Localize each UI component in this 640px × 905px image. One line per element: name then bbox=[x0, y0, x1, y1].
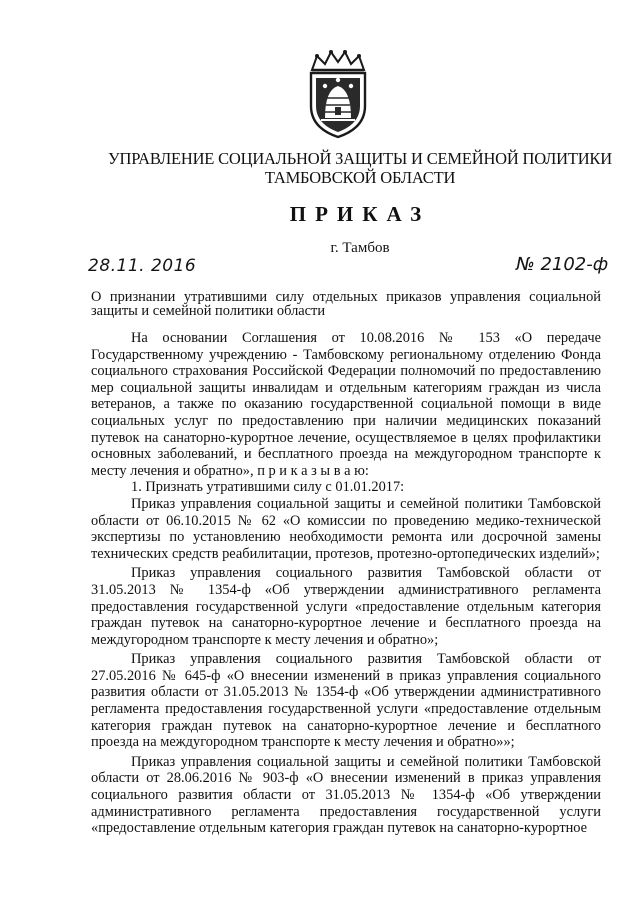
handwritten-date: 28.11. 2016 bbox=[88, 256, 197, 276]
body-paragraph: На основании Соглашения от 10.08.2016 № 153 «О передаче Государственному учреждению - Тамбовскому региональному отделению Фонда социального страхования Российской Федерации полномочий по предоставлению мер социальной защиты инвалидам и отдельным категориям граждан из числа ветеранов, а также по оказанию государственной социальной помощи в виде социальных услуг по предоставлению при наличии медицинских показаний путевок на санаторно-курортное лечение, осуществляемое в целях профилактики основных заболеваний, и бесплатного проезда на междугородном транспорте к месту лечения и обратно», п р и к а з ы в а ю: bbox=[91, 330, 601, 479]
body-paragraph: Приказ управления социальной защиты и семейной политики Тамбовской области от 28.06.2016 № 903-ф «О внесении изменений в приказ управления социального развития области от 31.05.2013 № 1354-ф «Об утверждении административного регламента предоставления государственной услуги «предоставление отдельным категория граждан путевок на санаторно-курортное bbox=[91, 753, 601, 837]
body-paragraph: 1. Признать утратившими силу с 01.01.2017: bbox=[131, 479, 405, 496]
document-type-title: ПРИКАЗ bbox=[289, 202, 431, 226]
city-name: г. Тамбов bbox=[330, 240, 390, 256]
agency-name-line1: УПРАВЛЕНИЕ СОЦИАЛЬНОЙ ЗАЩИТЫ И СЕМЕЙНОЙ ПОЛИТИКИ bbox=[108, 149, 612, 168]
body-paragraph: Приказ управления социального развития Тамбовской области от 27.05.2016 № 645-ф «О внесении изменений в приказ управления социального развития области от 31.05.2013 № 1354-ф «Об утверждении административного регламента предоставления государственной услуги «предоставление отдельным категория граждан путевок на санаторно-курортное лечение и бесплатного проезда на междугородном транспорте к месту лечения и обратно»»; bbox=[91, 651, 601, 751]
body-paragraph: Приказ управления социальной защиты и семейной политики Тамбовской области от 06.10.2015 № 62 «О комиссии по проведению медико-технической экспертизы по установлению необходимости ремонта или досрочной замены технических средств реабилитации, протезов, протезно-ортопедических изделий»; bbox=[91, 495, 601, 562]
handwritten-order-number: № 2102-ф bbox=[516, 254, 609, 275]
order-subject: О признании утратившими силу отдельных приказов управления социальной защиты и семейной политики области bbox=[91, 289, 601, 319]
order-body bbox=[91, 330, 601, 840]
agency-name-line2: ТАМБОВСКОЙ ОБЛАСТИ bbox=[264, 168, 456, 187]
body-paragraph: Приказ управления социального развития Тамбовской области от 31.05.2013 № 1354-ф «Об утверждении административного регламента предоставления государственной услуги «предоставление отдельным категория граждан путевок на санаторно-курортное лечение и бесплатного проезда на междугородном транспорте к месту лечения и обратно»; bbox=[91, 565, 601, 648]
tambov-coat-of-arms-icon bbox=[297, 48, 379, 140]
